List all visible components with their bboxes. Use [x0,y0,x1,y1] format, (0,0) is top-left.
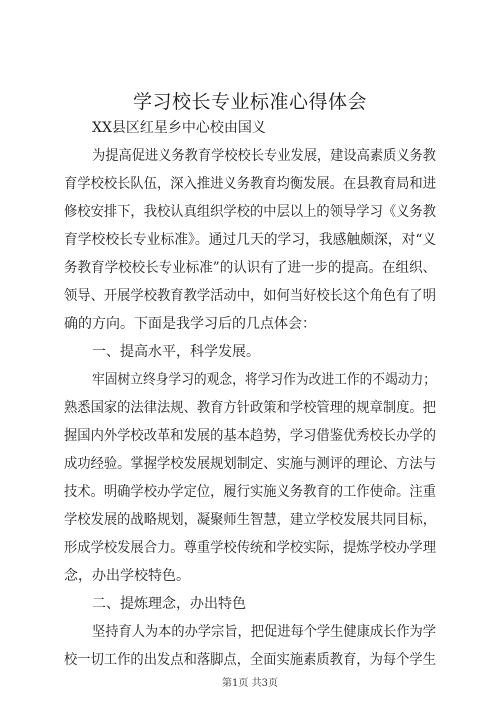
page-number: 第1页 共3页 [222,678,278,689]
document-title: 学习校长专业标准心得体会 [132,91,367,113]
paragraph-line: 念，办出学校特色。 [64,568,190,584]
paragraph-line: 校一切工作的出发点和落脚点，全面实施素质教育，为每个学生 [64,652,437,668]
paragraph-line: 确的方向。下面是我学习后的几点体会： [64,316,316,332]
paragraph-line: 修校安排下，我校认真组织学校的中层以上的领导学习《义务教 [64,204,437,220]
paragraph-line: 学校发展的战略规划，凝聚师生智慧，建立学校发展共同目标， [64,512,437,528]
section-heading-2: 二、提炼理念，办出特色 [92,596,246,612]
paragraph-line: 为提高促进义务教育学校校长专业发展，建设高素质义务教 [92,148,437,164]
paragraph-line: 务教育学校校长专业标准”的认识有了进一步的提高。在组织、 [64,260,437,276]
paragraph-line: 育学校校长队伍，深入推进义务教育均衡发展。在县教育局和进 [64,176,437,192]
paragraph-line: 握国内外学校改革和发展的基本趋势，学习借鉴优秀校长办学的 [64,428,437,444]
paragraph-line: 成功经验。掌握学校发展规划制定、实施与测评的理论、方法与 [64,456,437,472]
document-body [0,116,500,668]
paragraph-line: 育学校校长专业标准》。通过几天的学习，我感触颇深，对“义 [64,232,437,248]
paragraph-line: 牢固树立终身学习的观念，将学习作为改进工作的不竭动力； [92,372,437,388]
paragraph-line: 熟悉国家的法律法规、教育方针政策和学校管理的规章制度。把 [64,400,437,416]
paragraph-line: 领导、开展学校教育教学活动中，如何当好校长这个角色有了明 [64,288,437,304]
section-heading-1: 一、提高水平，科学发展。 [92,344,260,360]
author-line: XX县区红星乡中心校由国义 [92,120,266,136]
paragraph-line: 技术。明确学校办学定位，履行实施义务教育的工作使命。注重 [64,484,437,500]
paragraph-line: 形成学校发展合力。尊重学校传统和学校实际，提炼学校办学理 [64,540,437,556]
paragraph-line: 坚持育人为本的办学宗旨，把促进每个学生健康成长作为学 [92,624,437,640]
